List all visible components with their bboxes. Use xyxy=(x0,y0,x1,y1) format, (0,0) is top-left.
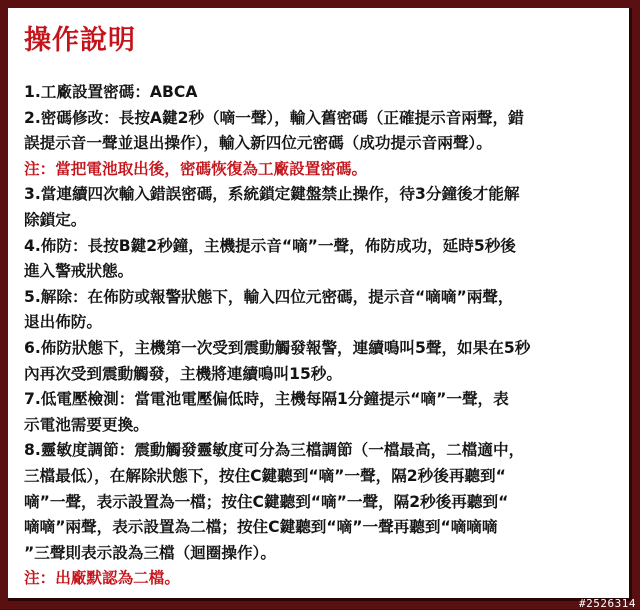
instruction-line: 嘀嘀”兩聲，表示設置為二檔；按住C鍵聽到“嘀”一聲再聽到“嘀嘀嘀 xyxy=(24,518,498,537)
instruction-line: 退出佈防。 xyxy=(24,313,102,332)
instruction-line: 示電池需要更換。 xyxy=(24,415,149,434)
instruction-line: 6.佈防狀態下，主機第一次受到震動觸發報警，連續鳴叫5聲，如果在5秒 xyxy=(24,338,531,357)
instruction-line: 注：當把電池取出後，密碼恢復為工廠設置密碼。 xyxy=(24,159,368,178)
instruction-line: 3.當連續四次輸入錯誤密碼，系統鎖定鍵盤禁止操作，待3分鐘後才能解 xyxy=(24,185,520,204)
instruction-line: 誤提示音一聲並退出操作），輸入新四位元密碼（成功提示音兩聲）。 xyxy=(24,134,492,153)
instruction-line: 1.工廠設置密碼：ABCA xyxy=(24,83,198,101)
instruction-line: 7.低電壓檢測：當電池電壓偏低時，主機每隔1分鐘提示“嘀”一聲，表 xyxy=(24,390,509,409)
instruction-line: ”三聲則表示設為三檔（迴圈操作）。 xyxy=(24,543,276,562)
instruction-line: 5.解除：在佈防或報警狀態下，輸入四位元密碼，提示音“嘀嘀”兩聲， xyxy=(24,287,514,306)
instruction-line: 嘀”一聲，表示設置為一檔；按住C鍵聽到“嘀”一聲，隔2秒後再聽到“ xyxy=(24,492,509,511)
instruction-line: 注：出廠默認為二檔。 xyxy=(24,569,180,588)
instruction-body xyxy=(24,80,622,592)
instruction-line: 內再次受到震動觸發，主機將連續鳴叫15秒。 xyxy=(24,364,342,383)
page-title: 操作說明 xyxy=(24,25,136,56)
instruction-line: 4.佈防：長按B鍵2秒鐘，主機提示音“嘀”一聲，佈防成功，延時5秒後 xyxy=(24,236,516,255)
watermark-id: #2526314 xyxy=(579,597,636,610)
instruction-line: 8.靈敏度調節：震動觸發靈敏度可分為三檔調節（一檔最高，二檔適中， xyxy=(24,441,525,460)
instruction-line: 除鎖定。 xyxy=(24,210,87,229)
instruction-line: 進入警戒狀態。 xyxy=(24,262,134,281)
instruction-panel xyxy=(8,8,632,601)
instruction-line: 2.密碼修改：長按A鍵2秒（嘀一聲），輸入舊密碼（正確提示音兩聲，錯 xyxy=(24,108,524,127)
instruction-line: 三檔最低），在解除狀態下，按住C鍵聽到“嘀”一聲，隔2秒後再聽到“ xyxy=(24,466,506,485)
